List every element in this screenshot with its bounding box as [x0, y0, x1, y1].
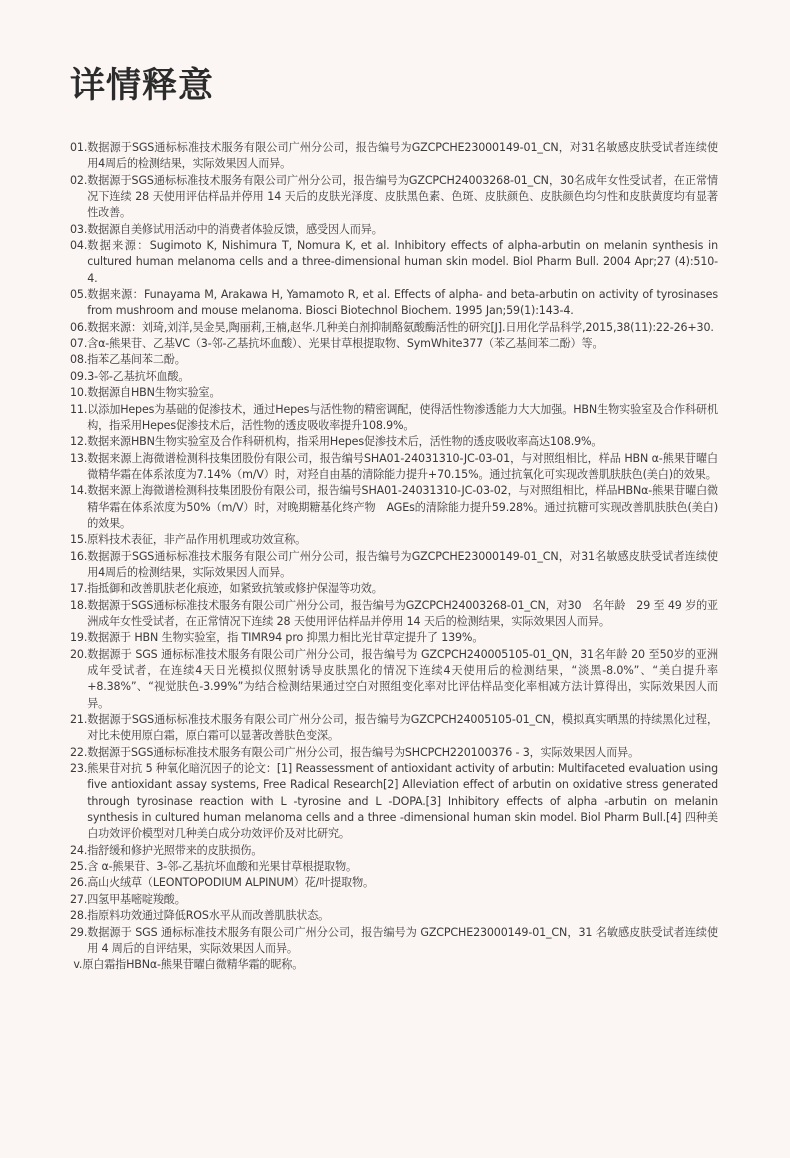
footnote-item	[70, 173, 718, 222]
footnote-text: 指原料功效通过降低ROS水平从而改善肌肤状态。	[87, 909, 330, 923]
footnote-text: 指舒缓和修护光照带来的皮肤损伤。	[87, 843, 263, 857]
footnote-text: 数据源于SGS通标标准技术服务有限公司广州分公司，报告编号为GZCPCHE23000149-01_CN，对31名敏感皮肤受试者连续使用4周后的检测结果，实际效果因人而异。	[87, 549, 718, 579]
footnote-text: 数据来源HBN生物实验室及合作科研机构，指采用Hepes促渗技术后，活性物的透皮吸收率高达108.9%。	[87, 435, 603, 449]
footnote-item	[70, 957, 718, 973]
footnote-text: 指苯乙基间苯二酚。	[87, 353, 186, 367]
footnote-number: 22.	[70, 745, 88, 759]
footnote-item	[70, 320, 718, 336]
footnote-text: 数据源于SGS通标标准技术服务有限公司广州分公司，报告编号为GZCPCH24003268-01_CN，30名成年女性受试者，在正常情况下连续 28 天使用评估样品并停用 14 天后的皮肤光泽度、皮肤黑色素、色斑、皮肤颜色、皮肤颜色均匀性和皮肤黄度均有显著性改善。	[87, 173, 718, 220]
footnote-item	[70, 908, 718, 924]
footnote-number: 17.	[70, 582, 88, 596]
footnote-item	[70, 434, 718, 450]
footnote-text: 指抵御和改善肌肤老化痕迹，如紧致抗皱或修护保湿等功效。	[87, 582, 383, 596]
footnote-item	[70, 451, 718, 484]
footnote-item	[70, 222, 718, 238]
footnote-number: 27.	[70, 892, 88, 906]
footnote-text: 数据源自美修试用活动中的消费者体验反馈，感受因人而异。	[87, 222, 383, 236]
footnote-number: 11.	[70, 402, 88, 416]
footnote-text: 数据源于 HBN 生物实验室，指 TIMR94 pro 抑黑力相比光甘草定提升了 139%。	[87, 631, 484, 645]
footnote-item	[70, 549, 718, 582]
footnote-text: 以添加Hepes为基础的促渗技术，通过Hepes与活性物的精密调配，使得活性物渗透能力大大加强。HBN生物实验室及合作科研机构，指采用Hepes促渗技术后，活性物的透皮吸收率提升108.9%。	[87, 402, 718, 432]
footnote-text: 数据源于SGS通标标准技术服务有限公司广州分公司，报告编号为SHCPCH220100376 - 3，实际效果因人而异。	[87, 745, 640, 759]
footnote-number: 14.	[70, 484, 88, 498]
footnote-number: 28.	[70, 909, 88, 923]
footnote-item	[70, 352, 718, 368]
footnote-text: 原料技术表征，非产品作用机理或功效宣称。	[87, 533, 307, 547]
footnote-number: 12.	[70, 435, 88, 449]
footnote-number: 23.	[70, 762, 88, 776]
footnote-number: 20.	[70, 647, 88, 661]
footnote-text: 四氢甲基嘧啶羧酸。	[87, 892, 186, 906]
footnote-text: 数据来源：刘琦,刘洋,吴金昊,陶丽莉,王楠,赵华.几种美白剂抑制酪氨酸酶活性的研究[J].日用化学品科学,2015,38(11):22-26+30.	[87, 320, 714, 334]
footnote-number: 07.	[70, 337, 88, 351]
footnote-text: 数据来源：Funayama M, Arakawa H, Yamamoto R, et al. Effects of alpha- and beta-arbutin on activity of tyrosinases from mushroom and mouse melanoma. Biosci Biotechnol Biochem. 1995 Jan;59(1):143-4.	[87, 288, 718, 318]
footnote-item	[70, 532, 718, 548]
footnote-item	[70, 859, 718, 875]
footnote-number: 29.	[70, 925, 88, 939]
footnote-item	[70, 385, 718, 401]
footnote-item	[70, 140, 718, 173]
footnote-text: 数据源于SGS通标标准技术服务有限公司广州分公司，报告编号为GZCPCH24003268-01_CN，对30 名年龄 29 至 49 岁的亚洲成年女性受试者，在正常情况下连续 28 天使用评估样品并停用 14 天后的检测结果，实际效果因人而异。	[87, 598, 718, 628]
footnote-item	[70, 843, 718, 859]
footnote-text: 数据源自HBN生物实验室。	[87, 386, 221, 400]
footnote-number: 18.	[70, 598, 88, 612]
footnote-text: 数据来源：Sugimoto K, Nishimura T, Nomura K, et al. Inhibitory effects of alpha-arbutin on melanin synthesis in cultured human melanoma cells and a three-dimensional human skin model. Biol Pharm Bull. 2004 Apr;27 (4):510-4.	[87, 239, 718, 285]
footnote-text: 含 α-熊果苷、3-邻-乙基抗坏血酸和光果甘草根提取物。	[87, 860, 357, 874]
footnote-number: 24.	[70, 843, 88, 857]
page-title: 详情释意	[70, 66, 215, 106]
footnote-item	[70, 598, 718, 631]
footnote-item	[70, 630, 718, 646]
footnote-item	[70, 875, 718, 891]
footnote-text: 数据源于SGS通标标准技术服务有限公司广州分公司，报告编号为GZCPCHE23000149-01_CN，对31名敏感皮肤受试者连续使用4周后的检测结果，实际效果因人而异。	[87, 141, 718, 171]
footnote-number: 09.	[70, 369, 88, 383]
footnote-text: 数据来源上海微谱检测科技集团股份有限公司，报告编号SHA01-24031310-JC-03-02，与对照组相比，样品HBNα-熊果苷曜白微精华霜在体系浓度为50%（m/V）时，对晚期糖基化终产物 AGEs的清除能力提升59.28%。通过抗糖可实现改善肌肤肤色(美白)的效果。	[87, 484, 718, 530]
footnote-text: 数据源于 SGS 通标标准技术服务有限公司广州分公司，报告编号为 GZCPCH240005105-01_QN，31名年龄 20 至50岁的亚洲成年受试者，在连续4天日光模拟仪照射诱导皮肤黑化的情况下连续4天使用后的检测结果，“淡黑-8.0%”、“美白提升率+8.38%”、“视觉肤色-3.99%”为结合检测结果通过空白对照组变化率对比评估样品变化率相减方法计算得出，实际效果因人而异。	[87, 647, 718, 710]
footnote-number: 15.	[70, 533, 88, 547]
footnote-item	[70, 581, 718, 597]
footnote-number: 16.	[70, 549, 88, 563]
footnote-text: 含α-熊果苷、乙基VC（3-邻-乙基抗坏血酸）、光果甘草根提取物、SymWhite377（苯乙基间苯二酚）等。	[87, 337, 604, 351]
footnote-number: 02.	[70, 173, 88, 187]
footnote-number: 03.	[70, 222, 88, 236]
footnote-text: 高山火绒草（LEONTOPODIUM ALPINUM）花/叶提取物。	[87, 876, 374, 890]
footnote-item	[70, 369, 718, 385]
footnote-text: 数据来源上海微谱检测科技集团股份有限公司，报告编号SHA01-24031310-JC-03-01，与对照组相比，样品 HBN α-熊果苷曜白微精华霜在体系浓度为7.14%（m/V）时，对羟自由基的清除能力提升+70.15%。通过抗氧化可实现改善肌肤肤色(美白)的效果。	[87, 451, 718, 481]
footnote-item	[70, 925, 718, 958]
footnote-number: 13.	[70, 451, 88, 465]
footnote-number: 01.	[70, 141, 88, 154]
footnote-number: v.	[70, 958, 83, 972]
footnote-item	[70, 287, 718, 320]
footnote-item	[70, 336, 718, 352]
footnote-number: 08.	[70, 353, 88, 367]
footnote-number: 04.	[70, 239, 88, 253]
footnote-text: 数据源于SGS通标标准技术服务有限公司广州分公司，报告编号为GZCPCH24005105-01_CN，模拟真实晒黑的持续黑化过程，对比未使用原白霜，原白霜可以显著改善肤色变深。	[87, 713, 718, 743]
footnote-number: 19.	[70, 631, 88, 645]
footnote-number: 25.	[70, 860, 88, 874]
footnote-number: 05.	[70, 288, 88, 302]
footnote-item	[70, 238, 718, 287]
footnote-list	[70, 140, 718, 974]
footnote-number: 26.	[70, 876, 88, 890]
footnote-item	[70, 892, 718, 908]
footnote-item	[70, 402, 718, 435]
footnote-number: 21.	[70, 713, 88, 727]
footnote-item	[70, 745, 718, 761]
footnote-text: 熊果苷对抗 5 种氧化暗沉因子的论文：[1] Reassessment of antioxidant activity of arbutin: Multifaceted evaluation using five antioxidant assay systems, Free Radical Research[2] Alleviation effect of arbutin on oxidative stress generated through tyrosinase reaction with L -tyrosine and L -DOPA.[3] Inhibitory effects of alpha -arbutin on melanin synthesis in cultured human melanoma cells and a three -dimensional human skin model. Biol Pharm Bull.[4] 四种美白功效评价模型对几种美白成分功效评价及对比研究。	[87, 762, 718, 841]
footnote-text: 数据源于 SGS 通标标准技术服务有限公司广州分公司，报告编号为 GZCPCHE23000149-01_CN，31 名敏感皮肤受试者连续使用 4 周后的自评结果，实际效果因人而异。	[87, 925, 718, 955]
footnote-item	[70, 647, 718, 712]
footnote-number: 06.	[70, 320, 88, 334]
footnote-item	[70, 761, 718, 843]
footnote-text: 3-邻-乙基抗坏血酸。	[87, 369, 190, 383]
footnote-item	[70, 712, 718, 745]
footnote-number: 10.	[70, 386, 88, 400]
footnote-text: 原白霜指HBNα-熊果苷曜白微精华霜的昵称。	[82, 958, 304, 972]
footnote-item	[70, 483, 718, 532]
